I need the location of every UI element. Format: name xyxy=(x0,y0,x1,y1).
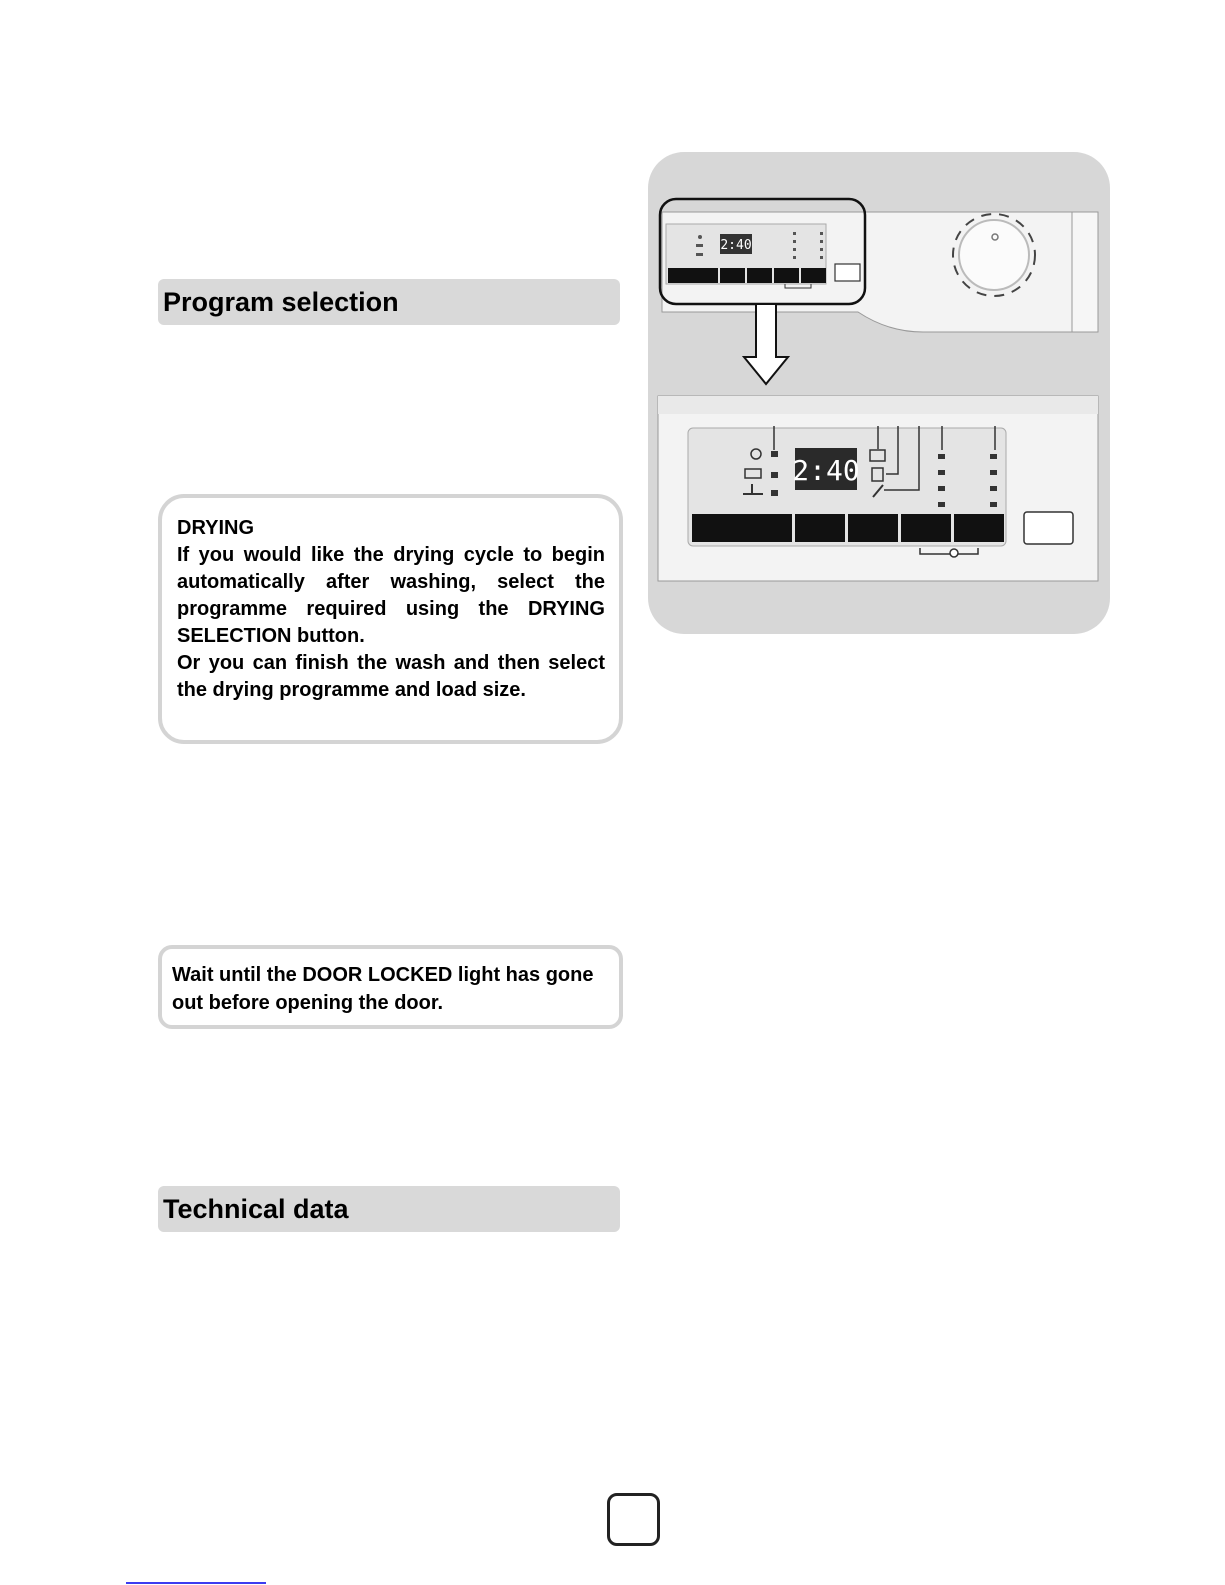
machine-side-edge xyxy=(1072,212,1098,332)
drying-note-title: DRYING xyxy=(177,517,255,539)
small-key-2 xyxy=(720,268,745,283)
small-key-1 xyxy=(668,268,718,283)
page-number-box xyxy=(607,1493,660,1546)
program-selection-title: Program selection xyxy=(163,286,399,317)
program-dial xyxy=(959,220,1029,290)
enlarged-key-3 xyxy=(848,514,898,542)
footer-link-underline xyxy=(126,1582,266,1584)
small-start-button xyxy=(835,264,860,281)
small-key-4 xyxy=(774,268,799,283)
small-display-readout: 2:40 xyxy=(720,238,752,253)
technical-data-title: Technical data xyxy=(163,1193,349,1224)
enlarged-start-button xyxy=(1024,512,1073,544)
technical-data-heading xyxy=(158,1186,620,1232)
enlarged-key-1 xyxy=(692,514,792,542)
small-key-3 xyxy=(747,268,772,283)
enlarged-key-4 xyxy=(901,514,951,542)
drying-note-paragraph-2: Or you can finish the wash and then select the drying programme and load size. xyxy=(177,652,605,701)
program-selection-heading xyxy=(158,279,620,325)
door-locked-note-text: Wait until the DOOR LOCKED light has gone out before opening the door. xyxy=(172,964,594,1014)
enlarged-panel-top xyxy=(658,396,1098,414)
enlarged-key-2 xyxy=(795,514,845,542)
enlarged-key-5 xyxy=(954,514,1004,542)
control-panel-illustration xyxy=(648,152,1110,634)
control-panel-figure xyxy=(648,152,1110,634)
key-icon xyxy=(950,549,958,557)
drying-note xyxy=(158,494,623,744)
small-key-5 xyxy=(801,268,826,283)
enlarged-display-readout: 2:40 xyxy=(792,454,860,487)
door-locked-note xyxy=(158,945,623,1029)
drying-note-paragraph-1: If you would like the drying cycle to begin automatically after washing, select the programme required using the DRYING SELECTION button. xyxy=(177,544,605,647)
